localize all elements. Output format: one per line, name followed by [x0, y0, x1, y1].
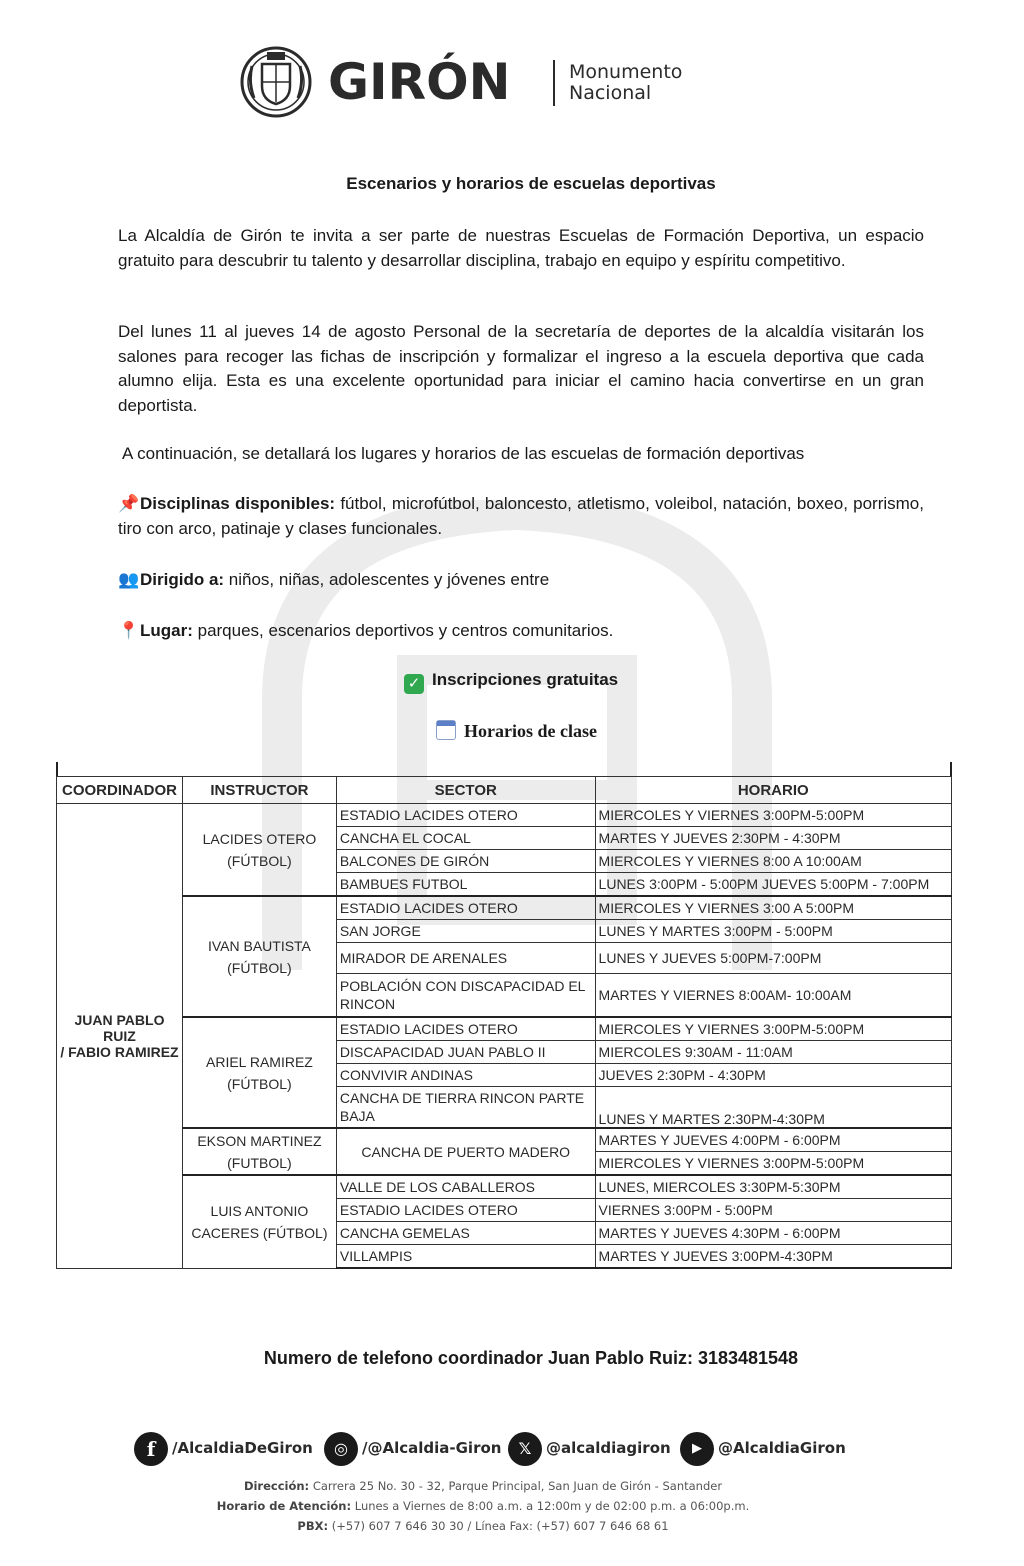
instructor-sport: CACERES (FÚTBOL)	[191, 1224, 328, 1241]
header	[0, 40, 1024, 120]
youtube-icon: ▶	[680, 1432, 714, 1466]
sector-cell: CANCHA EL COCAL	[336, 827, 595, 850]
horario-cell: VIERNES 3:00PM - 5:00PM	[595, 1199, 951, 1222]
sector-cell: POBLACIÓN CON DISCAPACIDAD EL RINCON	[336, 974, 595, 1018]
sector-cell: SAN JORGE	[336, 920, 595, 943]
sector-cell: BALCONES DE GIRÓN	[336, 850, 595, 873]
pbx-text: (+57) 607 7 646 30 30 / Línea Fax: (+57) 607 7 646 68 61	[328, 1519, 669, 1533]
sector-cell: CANCHA GEMELAS	[336, 1222, 595, 1245]
coordinator-line1: JUAN PABLO RUIZ	[74, 1011, 165, 1044]
location-pin-icon: 📍	[118, 621, 140, 640]
youtube-handle: @AlcaldiaGiron	[718, 1439, 846, 1457]
table-edge	[950, 762, 952, 776]
calendar-icon	[436, 720, 456, 740]
details-paragraph: A continuación, se detallará los lugares y horarios de las escuelas de formación deportivas	[122, 444, 805, 463]
instructor-name: IVAN BAUTISTA	[207, 937, 311, 954]
instructor-cell	[182, 1017, 336, 1128]
instructor-sport: (FÚTBOL)	[227, 1075, 292, 1092]
facebook-link[interactable]	[134, 1430, 313, 1466]
facebook-icon: f	[134, 1432, 168, 1466]
x-icon: 𝕏	[508, 1432, 542, 1466]
table-header-row	[57, 777, 952, 804]
instructor-sport: (FÚTBOL)	[227, 959, 292, 976]
instructor-name: LUIS ANTONIO	[210, 1202, 309, 1219]
header-horario: HORARIO	[595, 777, 951, 804]
lugar-text: parques, escenarios deportivos y centros comunitarios.	[192, 621, 614, 640]
sector-cell: BAMBUES FUTBOL	[336, 873, 595, 897]
sector-cell: ESTADIO LACIDES OTERO	[336, 896, 595, 920]
sector-cell: ESTADIO LACIDES OTERO	[336, 1017, 595, 1041]
horarios-text: Horarios de clase	[464, 721, 597, 741]
schedule-table	[56, 776, 952, 1269]
footer-hours	[0, 1496, 966, 1516]
instructor-name: EKSON MARTINEZ	[197, 1132, 322, 1149]
sector-cell: CONVIVIR ANDINAS	[336, 1064, 595, 1087]
horario-cell: MARTES Y JUEVES 3:00PM-4:30PM	[595, 1245, 951, 1269]
header-instructor: INSTRUCTOR	[182, 777, 336, 804]
footer-address	[0, 1476, 966, 1496]
instagram-link[interactable]	[324, 1430, 501, 1466]
enrollment-paragraph: Del lunes 11 al jueves 14 de agosto Personal de la secretaría de deportes de la alcaldía visitarán los salones para recoger las fichas de inscripción y formalizar el ingreso a la escuela deportiva que cada alumno elija. Esta es una excelente oportunidad para iniciar el camino hacia convertirse en un gran deportista.	[118, 322, 924, 415]
pushpin-icon: 📌	[118, 494, 140, 513]
horario-cell: MIERCOLES Y VIERNES 8:00 A 10:00AM	[595, 850, 951, 873]
instagram-icon: ◎	[324, 1432, 358, 1466]
brand-wordmark: GIRÓN	[328, 53, 511, 111]
brand-subtitle-line2: Nacional	[569, 82, 652, 104]
horario-cell: MARTES Y JUEVES 4:30PM - 6:00PM	[595, 1222, 951, 1245]
x-handle: @alcaldiagiron	[546, 1439, 671, 1457]
pbx-label: PBX:	[297, 1519, 329, 1533]
table-row	[57, 1017, 952, 1041]
people-icon: 👥	[118, 570, 140, 589]
intro-paragraph: La Alcaldía de Girón te invita a ser parte de nuestras Escuelas de Formación Deportiva, un espacio gratuito para descubrir tu talento y desarrollar disciplina, trabajo en equipo y espíritu competitivo.	[118, 226, 924, 270]
table-row	[57, 1128, 952, 1152]
instructor-cell	[182, 804, 336, 897]
logo-separator	[553, 60, 555, 106]
table-edge	[56, 762, 58, 776]
sector-cell: ESTADIO LACIDES OTERO	[336, 804, 595, 827]
horario-cell: MIERCOLES Y VIERNES 3:00 A 5:00PM	[595, 896, 951, 920]
instructor-name: ARIEL RAMIREZ	[206, 1053, 313, 1070]
instagram-handle: /@Alcaldia-Giron	[362, 1439, 502, 1457]
lugar-label: Lugar:	[140, 621, 193, 640]
disciplinas-line	[118, 492, 924, 541]
instructor-name: LACIDES OTERO	[202, 830, 317, 847]
dirigido-label: Dirigido a:	[140, 570, 225, 589]
footer-pbx	[0, 1516, 966, 1536]
coordinator-line2: / FABIO RAMIREZ	[60, 1043, 179, 1060]
horario-cell: LUNES Y MARTES 2:30PM-4:30PM	[595, 1087, 951, 1129]
inscripciones-note	[404, 670, 618, 694]
instructor-sport: (FÚTBOL)	[227, 852, 292, 869]
horario-cell: MIERCOLES 9:30AM - 11:0AM	[595, 1041, 951, 1064]
dirigido-text: niños, niñas, adolescentes y jóvenes entre	[224, 570, 550, 589]
table-row	[57, 1175, 952, 1199]
address-text: Carrera 25 No. 30 - 32, Parque Principal, San Juan de Girón - Santander	[309, 1479, 723, 1493]
horario-cell: JUEVES 2:30PM - 4:30PM	[595, 1064, 951, 1087]
table-row	[57, 804, 952, 827]
facebook-handle: /AlcaldiaDeGiron	[172, 1439, 313, 1457]
coordinator-cell	[57, 804, 183, 1269]
brand-subtitle	[569, 62, 682, 104]
sector-cell: DISCAPACIDAD JUAN PABLO II	[336, 1041, 595, 1064]
coat-of-arms-icon	[240, 46, 312, 118]
hours-label: Horario de Atención:	[216, 1499, 352, 1513]
hours-text: Lunes a Viernes de 8:00 a.m. a 12:00m y de 02:00 p.m. a 06:00p.m.	[351, 1499, 750, 1513]
horarios-heading	[436, 720, 597, 742]
horario-cell: MIERCOLES Y VIERNES 3:00PM-5:00PM	[595, 1017, 951, 1041]
sector-cell: ESTADIO LACIDES OTERO	[336, 1199, 595, 1222]
table-row	[57, 896, 952, 920]
horario-cell: LUNES, MIERCOLES 3:30PM-5:30PM	[595, 1175, 951, 1199]
page-title: Escenarios y horarios de escuelas deportivas	[346, 174, 716, 193]
instructor-sport: (FUTBOL)	[227, 1154, 292, 1171]
schedule-table-wrapper	[56, 762, 952, 1292]
horario-cell: LUNES Y JUEVES 5:00PM-7:00PM	[595, 943, 951, 974]
sector-cell: CANCHA DE PUERTO MADERO	[336, 1128, 595, 1175]
sector-cell: VALLE DE LOS CABALLEROS	[336, 1175, 595, 1199]
instructor-cell	[182, 896, 336, 1017]
sector-cell: MIRADOR DE ARENALES	[336, 943, 595, 974]
brand-subtitle-line1: Monumento	[569, 61, 683, 83]
sector-cell: CANCHA DE TIERRA RINCON PARTE BAJA	[336, 1087, 595, 1129]
coordinator-phone: Numero de telefono coordinador Juan Pablo Ruiz: 3183481548	[263, 1348, 799, 1368]
instructor-cell	[182, 1128, 336, 1175]
horario-cell: MARTES Y JUEVES 2:30PM - 4:30PM	[595, 827, 951, 850]
youtube-link[interactable]	[680, 1430, 846, 1466]
address-label: Dirección:	[243, 1479, 310, 1493]
dirigido-line	[118, 568, 924, 593]
check-mark-icon: ✓	[404, 674, 424, 694]
horario-cell: MIERCOLES Y VIERNES 3:00PM-5:00PM	[595, 1152, 951, 1176]
header-coordinador: COORDINADOR	[57, 777, 183, 804]
x-link[interactable]	[508, 1430, 671, 1466]
horario-cell: MARTES Y JUEVES 4:00PM - 6:00PM	[595, 1128, 951, 1152]
horario-cell: LUNES 3:00PM - 5:00PM JUEVES 5:00PM - 7:00PM	[595, 873, 951, 897]
horario-cell: MARTES Y VIERNES 8:00AM- 10:00AM	[595, 974, 951, 1018]
horario-cell: LUNES Y MARTES 3:00PM - 5:00PM	[595, 920, 951, 943]
sector-cell: VILLAMPIS	[336, 1245, 595, 1269]
instructor-cell	[182, 1175, 336, 1268]
horario-cell: MIERCOLES Y VIERNES 3:00PM-5:00PM	[595, 804, 951, 827]
lugar-line	[118, 619, 924, 644]
inscripciones-text: Inscripciones gratuitas	[432, 670, 619, 689]
header-sector: SECTOR	[336, 777, 595, 804]
disciplinas-text: fútbol, microfútbol, baloncesto, atletismo, voleibol, natación, boxeo, porrismo, tiro con arco, patinaje y clases funcionales.	[118, 494, 924, 538]
disciplinas-label: Disciplinas disponibles:	[140, 494, 336, 513]
